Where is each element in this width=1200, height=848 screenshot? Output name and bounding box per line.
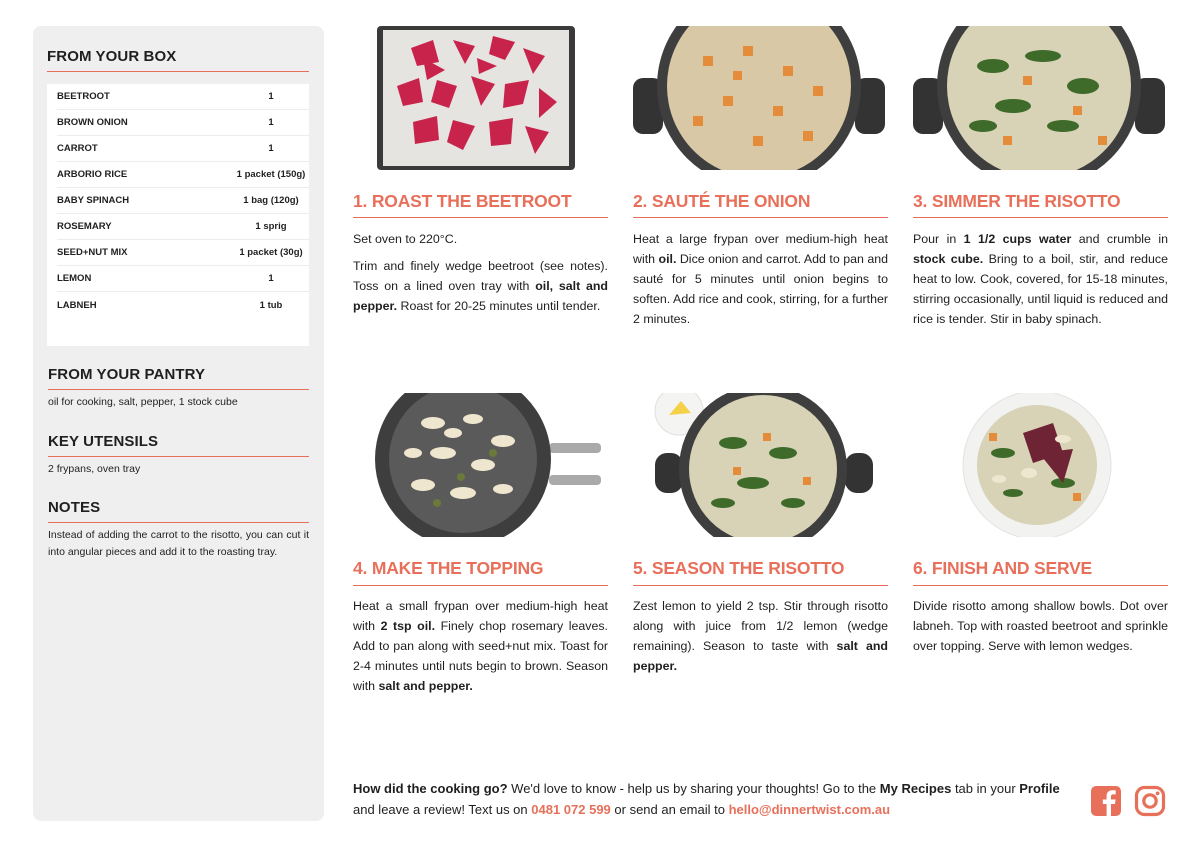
step-3-photo: [913, 26, 1168, 170]
step-1-text-part: Trim and finely wedge beetroot (see notes). Toss on a lined oven tray with: [353, 259, 608, 293]
ingredient-name: LABNEH: [57, 299, 97, 311]
footer-text: We'd love to know - help us by sharing your thoughts! Go to the: [507, 781, 880, 796]
step-6-photo: [913, 393, 1168, 537]
step-1-photo: [353, 26, 608, 170]
step-4-text-bold: salt and pepper.: [378, 679, 473, 693]
step-2-text: [633, 229, 888, 336]
ingredient-row: [57, 136, 309, 162]
ingredient-qty: 1: [268, 273, 274, 284]
ingredient-row: [57, 84, 309, 110]
step-1-text: [353, 229, 608, 323]
step-5-divider: [633, 585, 888, 586]
step-3-text-part: and crumble in: [1071, 232, 1169, 246]
step-4-text: [353, 596, 608, 703]
ingredient-name: BABY SPINACH: [57, 195, 130, 206]
ingredient-row: [57, 162, 309, 188]
step-3-text: [913, 229, 1168, 336]
ingredient-name: BROWN ONION: [57, 117, 128, 128]
pantry-text: oil for cooking, salt, pepper, 1 stock cube: [48, 396, 238, 408]
phone-link[interactable]: 0481 072 599: [531, 802, 611, 817]
ingredient-name: CARROT: [57, 143, 98, 154]
ingredient-row: [57, 110, 309, 136]
step-3-title: 3. SIMMER THE RISOTTO: [913, 191, 1121, 211]
ingredient-row: [57, 240, 309, 266]
step-5-title: 5. SEASON THE RISOTTO: [633, 558, 845, 578]
from-your-box-heading: FROM YOUR BOX: [47, 48, 177, 65]
heading-divider: [47, 71, 309, 72]
heading-divider: [48, 389, 309, 390]
step-4-title: 4. MAKE THE TOPPING: [353, 558, 544, 578]
ingredient-qty: 1: [268, 143, 274, 154]
step-3-divider: [913, 217, 1168, 218]
step-5-text: [633, 596, 888, 683]
step-3-text-part: Pour in: [913, 232, 964, 246]
heading-divider: [48, 522, 309, 523]
ingredient-qty: 1: [268, 117, 274, 128]
footer-text: tab in your: [951, 781, 1020, 796]
ingredient-name: LEMON: [57, 273, 92, 284]
step-1-text-part: Roast for 20-25 minutes until tender.: [397, 299, 601, 313]
ingredient-name: ARBORIO RICE: [57, 169, 128, 180]
my-recipes-link[interactable]: My Recipes: [879, 781, 952, 796]
step-1-text-part: Set oven to 220°C.: [353, 232, 458, 246]
notes-section: [48, 499, 309, 561]
heading-divider: [48, 456, 309, 457]
step-2-text-part: Heat a large frypan over medium-high heat with: [633, 232, 888, 266]
ingredient-row: [57, 292, 309, 318]
feedback-footer: [353, 778, 1073, 820]
step-4-text-part: Heat a small frypan over medium-high heat with: [353, 599, 608, 633]
ingredient-row: [57, 214, 309, 240]
step-5-photo: [633, 393, 888, 537]
step-5-text-part: Zest lemon to yield 2 tsp. Stir through risotto along with juice from 1/2 lemon (wedge remaining). Season to taste with: [633, 599, 888, 653]
step-2-text-bold: oil.: [658, 252, 677, 266]
pantry-heading: FROM YOUR PANTRY: [48, 366, 206, 383]
step-4-photo: [353, 393, 608, 537]
profile-link[interactable]: Profile: [1019, 781, 1060, 796]
utensils-text: 2 frypans, oven tray: [48, 463, 141, 475]
ingredient-qty: 1 packet (30g): [239, 247, 303, 258]
pantry-section: [48, 366, 309, 411]
ingredient-row: [57, 188, 309, 214]
ingredient-qty: 1 bag (120g): [243, 195, 299, 206]
notes-text: Instead of adding the carrot to the risotto, you can cut it into angular pieces and add it to the roasting tray.: [48, 529, 309, 558]
step-1-title: 1. ROAST THE BEETROOT: [353, 191, 572, 211]
ingredient-qty: 1 tub: [259, 299, 283, 311]
step-6-text: [913, 596, 1168, 663]
footer-text: or send an email to: [610, 802, 729, 817]
step-2-text-part: Dice onion and carrot. Add to pan and sauté for 5 minutes until onion begins to soften. Add rice and cook, stirring, for a further 2 minutes.: [633, 252, 888, 326]
step-2-divider: [633, 217, 888, 218]
step-3-text-part: Bring to a boil, stir, and reduce heat to low. Cook, covered, for 15-18 minutes, stirring occasionally, until liquid is reduced and rice is tender. Stir in baby spinach.: [913, 252, 1168, 326]
email-link[interactable]: hello@dinnertwist.com.au: [728, 802, 891, 817]
ingredient-qty: 1 sprig: [255, 221, 287, 232]
step-1-divider: [353, 217, 608, 218]
step-4-text-bold: 2 tsp oil.: [380, 619, 436, 633]
step-2-photo: [633, 26, 888, 170]
instagram-icon[interactable]: [1134, 785, 1166, 817]
ingredients-table: [47, 84, 309, 346]
ingredient-name: BEETROOT: [57, 91, 110, 102]
step-5-text-bold: salt and pepper.: [633, 639, 888, 673]
step-6-text-part: Divide risotto among shallow bowls. Dot over labneh. Top with roasted beetroot and sprinkle over topping. Serve with lemon wedges.: [913, 599, 1168, 653]
ingredient-qty: 1 packet (150g): [236, 169, 306, 180]
facebook-icon[interactable]: [1090, 785, 1122, 817]
step-4-divider: [353, 585, 608, 586]
footer-text: and leave a review! Text us on: [353, 802, 532, 817]
utensils-section: [48, 433, 309, 478]
ingredient-qty: 1: [268, 91, 274, 102]
ingredient-name: ROSEMARY: [57, 221, 112, 232]
ingredient-name: SEED+NUT MIX: [57, 247, 128, 258]
step-3-text-bold: stock cube.: [913, 252, 984, 266]
ingredient-row: [57, 266, 309, 292]
step-6-title: 6. FINISH AND SERVE: [913, 558, 1093, 578]
step-2-title: 2. SAUTÉ THE ONION: [633, 191, 811, 211]
step-6-divider: [913, 585, 1168, 586]
sidebar: [33, 26, 324, 821]
step-4-text-part: Finely chop rosemary leaves. Add to pan along with seed+nut mix. Toast for 2-4 minutes until nuts begin to brown. Season with: [353, 619, 608, 693]
step-3-text-bold: 1 1/2 cups water: [963, 232, 1072, 246]
utensils-heading: KEY UTENSILS: [48, 433, 159, 450]
feedback-question: How did the cooking go?: [353, 781, 508, 796]
step-1-text-bold: oil, salt and pepper.: [353, 279, 608, 313]
notes-heading: NOTES: [48, 499, 101, 516]
from-your-box-section: [47, 48, 309, 72]
